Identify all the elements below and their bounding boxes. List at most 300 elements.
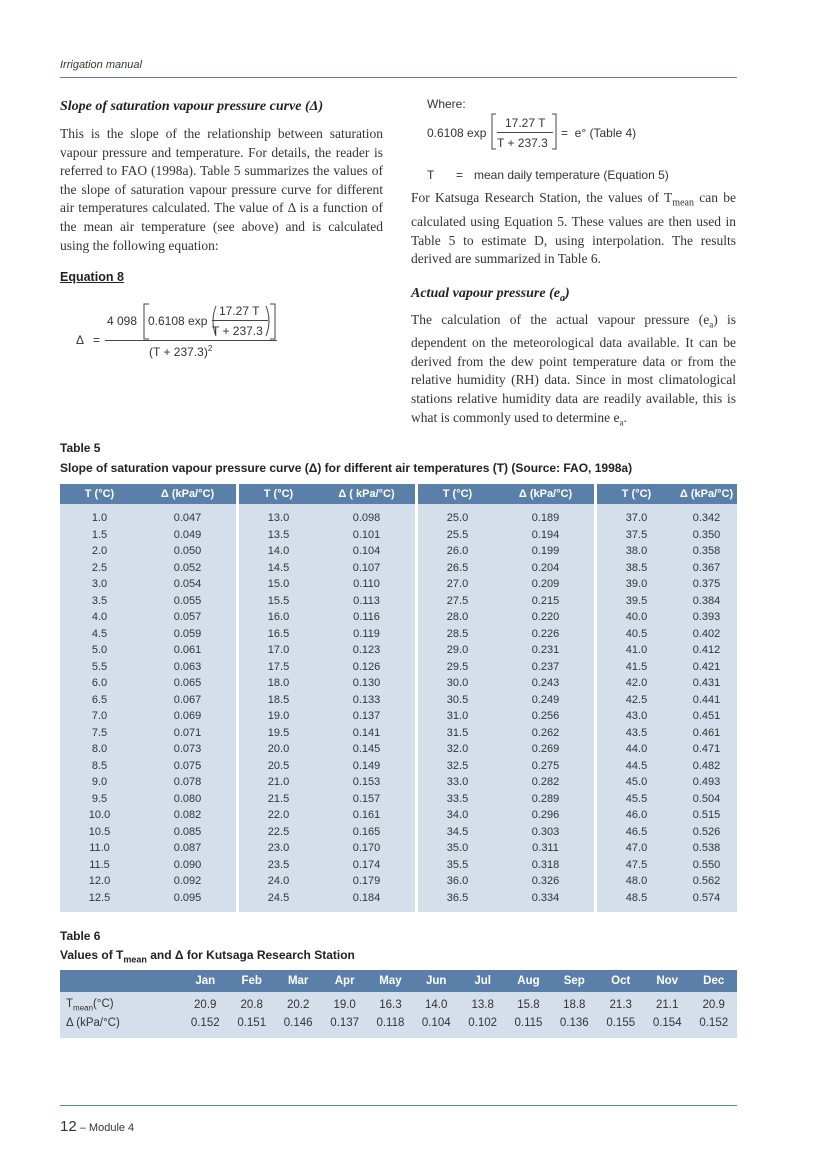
table6-month-header: Jul xyxy=(459,970,505,992)
table-cell: 0.067 xyxy=(139,692,236,709)
table6-month-header: Dec xyxy=(690,970,737,992)
module-label: Module 4 xyxy=(88,1122,135,1134)
table-cell: 7.5 xyxy=(60,725,139,742)
table-cell: 0.215 xyxy=(497,593,594,610)
running-header: Irrigation manual xyxy=(60,59,142,71)
table-cell: 0.104 xyxy=(413,1014,459,1032)
table-cell: 0.116 xyxy=(318,609,415,626)
table6-header-row xyxy=(60,970,737,992)
eq8-num-inner: 0.6108 exp xyxy=(148,314,208,328)
table-cell: 19.0 xyxy=(239,708,318,725)
table-cell: 0.393 xyxy=(676,609,737,626)
table-row xyxy=(60,692,737,709)
section-title-slope: Slope of saturation vapour pressure curve (Δ) xyxy=(60,99,324,114)
table-cell: 28.0 xyxy=(418,609,497,626)
table-cell: 17.5 xyxy=(239,659,318,676)
table-cell: 0.098 xyxy=(318,510,415,527)
table-cell: 1.5 xyxy=(60,527,139,544)
table-cell: 0.550 xyxy=(676,857,737,874)
table-cell: 0.057 xyxy=(139,609,236,626)
table-cell: 11.5 xyxy=(60,857,139,874)
table6-row-label-delta: Δ (kPa/°C) xyxy=(60,1014,182,1032)
table6-month-header: Apr xyxy=(321,970,367,992)
table-cell: 0.431 xyxy=(676,675,737,692)
table5-header-cell: T (°C) xyxy=(418,484,497,504)
table-cell: 39.0 xyxy=(597,576,676,593)
table-cell: 44.0 xyxy=(597,741,676,758)
table-cell: 0.237 xyxy=(497,659,594,676)
table-cell: 0.184 xyxy=(318,890,415,907)
table-cell: 46.5 xyxy=(597,824,676,841)
table-cell: 25.5 xyxy=(418,527,497,544)
table-cell: 21.0 xyxy=(239,774,318,791)
table-cell: 21.3 xyxy=(598,996,644,1014)
table-row xyxy=(60,890,737,907)
table-cell: 8.0 xyxy=(60,741,139,758)
table-cell: 0.119 xyxy=(318,626,415,643)
table5-header-row xyxy=(60,484,737,504)
table-cell: 25.0 xyxy=(418,510,497,527)
table-cell: 33.5 xyxy=(418,791,497,808)
table-cell: 5.5 xyxy=(60,659,139,676)
table-cell: 0.262 xyxy=(497,725,594,742)
table-cell: 13.8 xyxy=(459,996,505,1014)
table-cell: 0.152 xyxy=(182,1014,228,1032)
table-cell: 16.0 xyxy=(239,609,318,626)
table-cell: 0.421 xyxy=(676,659,737,676)
table-cell: 42.0 xyxy=(597,675,676,692)
table-cell: 24.5 xyxy=(239,890,318,907)
footer: 12 – Module 4 xyxy=(60,1118,135,1135)
table-cell: 36.5 xyxy=(418,890,497,907)
section-title-actual-vapour: Actual vapour pressure $(e_a)$ xyxy=(411,286,570,304)
table-cell: 0.562 xyxy=(676,873,737,890)
table-cell: 0.075 xyxy=(139,758,236,775)
table-cell: 6.5 xyxy=(60,692,139,709)
table-cell: 0.145 xyxy=(318,741,415,758)
table5-padding-row xyxy=(60,906,737,912)
footer-rule xyxy=(60,1105,737,1106)
table-cell: 0.289 xyxy=(497,791,594,808)
table-cell: 0.090 xyxy=(139,857,236,874)
table-cell: 0.136 xyxy=(551,1014,597,1032)
table-cell: 38.5 xyxy=(597,560,676,577)
table-cell: 0.059 xyxy=(139,626,236,643)
table-row xyxy=(60,510,737,527)
where-frac-line xyxy=(497,132,553,133)
table-row xyxy=(60,659,737,676)
table-cell: 11.0 xyxy=(60,840,139,857)
where-expr-suffix: = e° (Table 4) xyxy=(561,126,637,140)
table5-label: Table 5 xyxy=(60,441,101,455)
table-cell: 20.9 xyxy=(690,996,737,1014)
table-cell: 15.5 xyxy=(239,593,318,610)
eq8-inner-frac-den: T + 237.3 xyxy=(212,324,263,338)
table-cell: 33.0 xyxy=(418,774,497,791)
table5-header-cell: Δ ( kPa/°C) xyxy=(318,484,415,504)
table-cell: 10.0 xyxy=(60,807,139,824)
table-cell: 41.0 xyxy=(597,642,676,659)
table-cell: 0.078 xyxy=(139,774,236,791)
table-cell: 20.2 xyxy=(275,996,321,1014)
table-cell: 48.0 xyxy=(597,873,676,890)
table-cell: 13.5 xyxy=(239,527,318,544)
table-cell: 0.342 xyxy=(676,510,737,527)
table-cell: 0.269 xyxy=(497,741,594,758)
table-cell: 0.318 xyxy=(497,857,594,874)
table-cell: 19.0 xyxy=(321,996,367,1014)
table-cell: 0.115 xyxy=(506,1014,551,1032)
table-cell: 0.204 xyxy=(497,560,594,577)
table-row xyxy=(60,857,737,874)
table-cell: 0.226 xyxy=(497,626,594,643)
table-cell: 0.065 xyxy=(139,675,236,692)
table-cell: 47.0 xyxy=(597,840,676,857)
where-t-symbol: T xyxy=(427,168,435,182)
table6-body xyxy=(60,992,737,1038)
table-row xyxy=(60,626,737,643)
page-number: 12 xyxy=(60,1118,77,1135)
table-cell: 4.0 xyxy=(60,609,139,626)
table-cell: 15.0 xyxy=(239,576,318,593)
where-t-equals: = xyxy=(456,168,464,182)
table-cell: 40.0 xyxy=(597,609,676,626)
table6-padding-row xyxy=(60,1032,737,1038)
table-cell: 0.256 xyxy=(497,708,594,725)
table-row xyxy=(60,543,737,560)
table-cell: 0.073 xyxy=(139,741,236,758)
table-cell: 16.3 xyxy=(368,996,413,1014)
table-cell: 0.161 xyxy=(318,807,415,824)
table-cell: 0.402 xyxy=(676,626,737,643)
where-frac-den: T + 237.3 xyxy=(497,136,548,150)
table-cell: 12.5 xyxy=(60,890,139,907)
table-cell: 39.5 xyxy=(597,593,676,610)
table-cell: 0.170 xyxy=(318,840,415,857)
table-cell: 0.071 xyxy=(139,725,236,742)
table-cell: 34.0 xyxy=(418,807,497,824)
table-cell: 30.0 xyxy=(418,675,497,692)
table-cell: 0.102 xyxy=(459,1014,505,1032)
table6-month-header: Sep xyxy=(551,970,597,992)
table-cell: 7.0 xyxy=(60,708,139,725)
table-cell: 0.146 xyxy=(275,1014,321,1032)
table-cell: 15.8 xyxy=(506,996,551,1014)
table-cell: 2.5 xyxy=(60,560,139,577)
table-cell: 3.5 xyxy=(60,593,139,610)
table-row xyxy=(60,1014,737,1032)
table-cell: 28.5 xyxy=(418,626,497,643)
table-cell: 0.155 xyxy=(598,1014,644,1032)
table-cell: 6.0 xyxy=(60,675,139,692)
table5-header-cell: T (°C) xyxy=(597,484,676,504)
table-cell: 0.082 xyxy=(139,807,236,824)
table-cell: 0.063 xyxy=(139,659,236,676)
table-cell: 35.0 xyxy=(418,840,497,857)
table-row xyxy=(60,675,737,692)
table-cell: 23.0 xyxy=(239,840,318,857)
table-cell: 0.282 xyxy=(497,774,594,791)
table-row xyxy=(60,774,737,791)
table-cell: 0.126 xyxy=(318,659,415,676)
table-cell: 0.069 xyxy=(139,708,236,725)
table-cell: 16.5 xyxy=(239,626,318,643)
table-cell: 18.8 xyxy=(551,996,597,1014)
equation-8-label: Equation 8 xyxy=(60,270,124,284)
table-cell: 45.5 xyxy=(597,791,676,808)
table-cell: 18.5 xyxy=(239,692,318,709)
table-cell: 22.5 xyxy=(239,824,318,841)
table-cell: 4.5 xyxy=(60,626,139,643)
table-cell: 20.8 xyxy=(228,996,274,1014)
table-cell: 0.133 xyxy=(318,692,415,709)
table-cell: 8.5 xyxy=(60,758,139,775)
table6-month-header: Nov xyxy=(644,970,690,992)
eq8-den-sup: 2 xyxy=(207,344,213,353)
table-cell: 9.0 xyxy=(60,774,139,791)
table-cell: 0.149 xyxy=(318,758,415,775)
table-cell: 37.0 xyxy=(597,510,676,527)
table6-month-header: Aug xyxy=(506,970,551,992)
table-cell: 40.5 xyxy=(597,626,676,643)
table-cell: 0.141 xyxy=(318,725,415,742)
table-cell: 0.137 xyxy=(318,708,415,725)
table-row xyxy=(60,708,737,725)
table-cell: 27.0 xyxy=(418,576,497,593)
table-cell: 0.165 xyxy=(318,824,415,841)
where-frac-num: 17.27 T xyxy=(505,116,546,130)
table6-month-header: Jun xyxy=(413,970,459,992)
table-cell: 19.5 xyxy=(239,725,318,742)
table-cell: 23.5 xyxy=(239,857,318,874)
table6-caption: Values of $T_{mean}$ and Δ for Kutsaga Research Station xyxy=(60,948,355,965)
table-row xyxy=(60,609,737,626)
table-cell: 10.5 xyxy=(60,824,139,841)
table-cell: 0.101 xyxy=(318,527,415,544)
table-cell: 0.220 xyxy=(497,609,594,626)
table-cell: 0.104 xyxy=(318,543,415,560)
table-row xyxy=(60,824,737,841)
table5-header-cell: T (°C) xyxy=(239,484,318,504)
table-cell: 0.055 xyxy=(139,593,236,610)
table-cell: 37.5 xyxy=(597,527,676,544)
table5-header-cell: T (°C) xyxy=(60,484,139,504)
table-cell: 0.049 xyxy=(139,527,236,544)
table-cell: 0.493 xyxy=(676,774,737,791)
table-row xyxy=(60,560,737,577)
table5-caption: Slope of saturation vapour pressure curve (Δ) for different air temperatures (T) (Source: FAO, 1998a) xyxy=(60,461,633,475)
table-cell: 0.152 xyxy=(690,1014,737,1032)
table-cell: 0.154 xyxy=(644,1014,690,1032)
table-cell: 0.050 xyxy=(139,543,236,560)
table-cell: 14.0 xyxy=(413,996,459,1014)
table5-header-cell: Δ (kPa/°C) xyxy=(497,484,594,504)
table-cell: 45.0 xyxy=(597,774,676,791)
table-cell: 0.375 xyxy=(676,576,737,593)
table-cell: 20.0 xyxy=(239,741,318,758)
table-cell: 0.231 xyxy=(497,642,594,659)
table-row xyxy=(60,791,737,808)
table-cell: 47.5 xyxy=(597,857,676,874)
where-label: Where: xyxy=(427,97,466,111)
table-cell: 42.5 xyxy=(597,692,676,709)
table-row xyxy=(60,807,737,824)
table-cell: 0.087 xyxy=(139,840,236,857)
table-cell: 43.5 xyxy=(597,725,676,742)
table-cell: 3.0 xyxy=(60,576,139,593)
table-cell: 31.0 xyxy=(418,708,497,725)
table-row xyxy=(60,758,737,775)
table-cell: 0.113 xyxy=(318,593,415,610)
table-cell: 18.0 xyxy=(239,675,318,692)
table6-month-header: Oct xyxy=(598,970,644,992)
table-cell: 17.0 xyxy=(239,642,318,659)
table-cell: 0.482 xyxy=(676,758,737,775)
table-cell: 36.0 xyxy=(418,873,497,890)
table6 xyxy=(60,970,737,1038)
table-cell: 0.137 xyxy=(321,1014,367,1032)
table-cell: 0.130 xyxy=(318,675,415,692)
table-cell: 46.0 xyxy=(597,807,676,824)
table-cell: 29.5 xyxy=(418,659,497,676)
table-cell: 0.052 xyxy=(139,560,236,577)
table-cell: 0.080 xyxy=(139,791,236,808)
table-cell: 0.350 xyxy=(676,527,737,544)
table5-body xyxy=(60,504,737,912)
table-cell: 44.5 xyxy=(597,758,676,775)
table-cell: 0.384 xyxy=(676,593,737,610)
table-cell: 30.5 xyxy=(418,692,497,709)
table-cell: 0.157 xyxy=(318,791,415,808)
table-cell: 34.5 xyxy=(418,824,497,841)
table6-header-blank xyxy=(60,970,182,992)
table-cell: 32.0 xyxy=(418,741,497,758)
table-cell: 0.504 xyxy=(676,791,737,808)
table-cell: 41.5 xyxy=(597,659,676,676)
table-cell: 0.194 xyxy=(497,527,594,544)
table-row xyxy=(60,527,737,544)
eq8-inner-frac-line xyxy=(212,320,268,321)
table-cell: 35.5 xyxy=(418,857,497,874)
table-cell: 0.311 xyxy=(497,840,594,857)
table-cell: 0.107 xyxy=(318,560,415,577)
table-cell: 48.5 xyxy=(597,890,676,907)
table-cell: 26.5 xyxy=(418,560,497,577)
table5 xyxy=(60,484,737,912)
table-cell: 2.0 xyxy=(60,543,139,560)
table-cell: 0.092 xyxy=(139,873,236,890)
actual-vapour-paragraph: The calculation of the actual vapour pressure $(e_a)$ is dependent on the meteorological data available. It can be derived from the dew point temperature data or from the relative humidity (RH) data. Since in most climatological stations relative humidity data are readily available, this is what is commonly used to determine $e_a$. xyxy=(411,312,736,428)
table-row xyxy=(60,593,737,610)
katsuga-paragraph: For Katsuga Research Station, the values of $T_{mean}$ can be calculated using Equation 5. These values are then used in Table 5 to estimate D, using interpolation. The results derived are summarized in Table 6. xyxy=(411,190,736,267)
table5-header-cell: Δ (kPa/°C) xyxy=(676,484,737,504)
table-cell: 20.5 xyxy=(239,758,318,775)
table-cell: 0.451 xyxy=(676,708,737,725)
table-row xyxy=(60,741,737,758)
table-cell: 0.574 xyxy=(676,890,737,907)
table-cell: 0.243 xyxy=(497,675,594,692)
table-cell: 0.515 xyxy=(676,807,737,824)
table-cell: 0.061 xyxy=(139,642,236,659)
table-row xyxy=(60,873,737,890)
table-cell: 0.153 xyxy=(318,774,415,791)
table-cell: 0.526 xyxy=(676,824,737,841)
eq8-inner-frac-num: 17.27 T xyxy=(219,304,260,318)
table-cell: 0.275 xyxy=(497,758,594,775)
table-cell: 21.5 xyxy=(239,791,318,808)
table-cell: 0.461 xyxy=(676,725,737,742)
table-cell: 0.412 xyxy=(676,642,737,659)
table-cell: 0.189 xyxy=(497,510,594,527)
table-row xyxy=(60,725,737,742)
table-cell: 0.054 xyxy=(139,576,236,593)
eq8-denominator: $(T + 237.3)^2$ xyxy=(149,344,213,359)
table-cell: 0.538 xyxy=(676,840,737,857)
table-cell: 0.441 xyxy=(676,692,737,709)
table-cell: 22.0 xyxy=(239,807,318,824)
table-cell: 12.0 xyxy=(60,873,139,890)
table-cell: 0.118 xyxy=(368,1014,413,1032)
slope-paragraph: This is the slope of the relationship between saturation vapour pressure and temperature. For details, the reader is referred to FAO (1998a). Table 5 summarizes the values of the slope of saturation vapour pressure curve for different air temperatures calculated. The value of Δ is a function of the mean air temperature (see above) and is calculated using the following equation: xyxy=(60,126,383,253)
table-cell: 0.209 xyxy=(497,576,594,593)
where-expr-prefix: 0.6108 exp xyxy=(427,126,487,140)
table-row xyxy=(60,642,737,659)
eq8-equals: = xyxy=(93,333,101,347)
table-cell: 0.326 xyxy=(497,873,594,890)
eq8-lhs: Δ xyxy=(76,333,85,347)
table-cell: 5.0 xyxy=(60,642,139,659)
table6-month-header: May xyxy=(368,970,413,992)
table-cell: 26.0 xyxy=(418,543,497,560)
table-cell: 14.5 xyxy=(239,560,318,577)
table6-month-header: Mar xyxy=(275,970,321,992)
table-cell: 0.334 xyxy=(497,890,594,907)
table-cell: 0.151 xyxy=(228,1014,274,1032)
table-cell: 1.0 xyxy=(60,510,139,527)
table-cell: 27.5 xyxy=(418,593,497,610)
eq8-main-frac-line xyxy=(105,340,277,341)
table-cell: 0.471 xyxy=(676,741,737,758)
table-cell: 0.179 xyxy=(318,873,415,890)
table-cell: 14.0 xyxy=(239,543,318,560)
table-cell: 0.358 xyxy=(676,543,737,560)
table-cell: 0.367 xyxy=(676,560,737,577)
table-cell: 43.0 xyxy=(597,708,676,725)
table-cell: 20.9 xyxy=(182,996,228,1014)
table-cell: 0.123 xyxy=(318,642,415,659)
table6-row-label-tmean: $T_{mean}(^\circ C)$ xyxy=(60,996,182,1014)
table-row xyxy=(60,996,737,1014)
table-row xyxy=(60,840,737,857)
table-cell: 0.199 xyxy=(497,543,594,560)
table6-label: Table 6 xyxy=(60,929,101,943)
table6-month-header: Feb xyxy=(228,970,274,992)
where-t-description: mean daily temperature (Equation 5) xyxy=(474,168,669,182)
table-cell: 29.0 xyxy=(418,642,497,659)
table-cell: 13.0 xyxy=(239,510,318,527)
table-cell: 0.174 xyxy=(318,857,415,874)
table-row xyxy=(60,576,737,593)
table5-header-cell: Δ (kPa/°C) xyxy=(139,484,236,504)
eq8-num-prefix: 4 098 xyxy=(107,314,138,328)
header-rule xyxy=(60,77,737,78)
table-cell: 0.095 xyxy=(139,890,236,907)
table-cell: 0.303 xyxy=(497,824,594,841)
table-cell: 24.0 xyxy=(239,873,318,890)
table6-month-header: Jan xyxy=(182,970,228,992)
table-cell: 38.0 xyxy=(597,543,676,560)
table-cell: 0.047 xyxy=(139,510,236,527)
